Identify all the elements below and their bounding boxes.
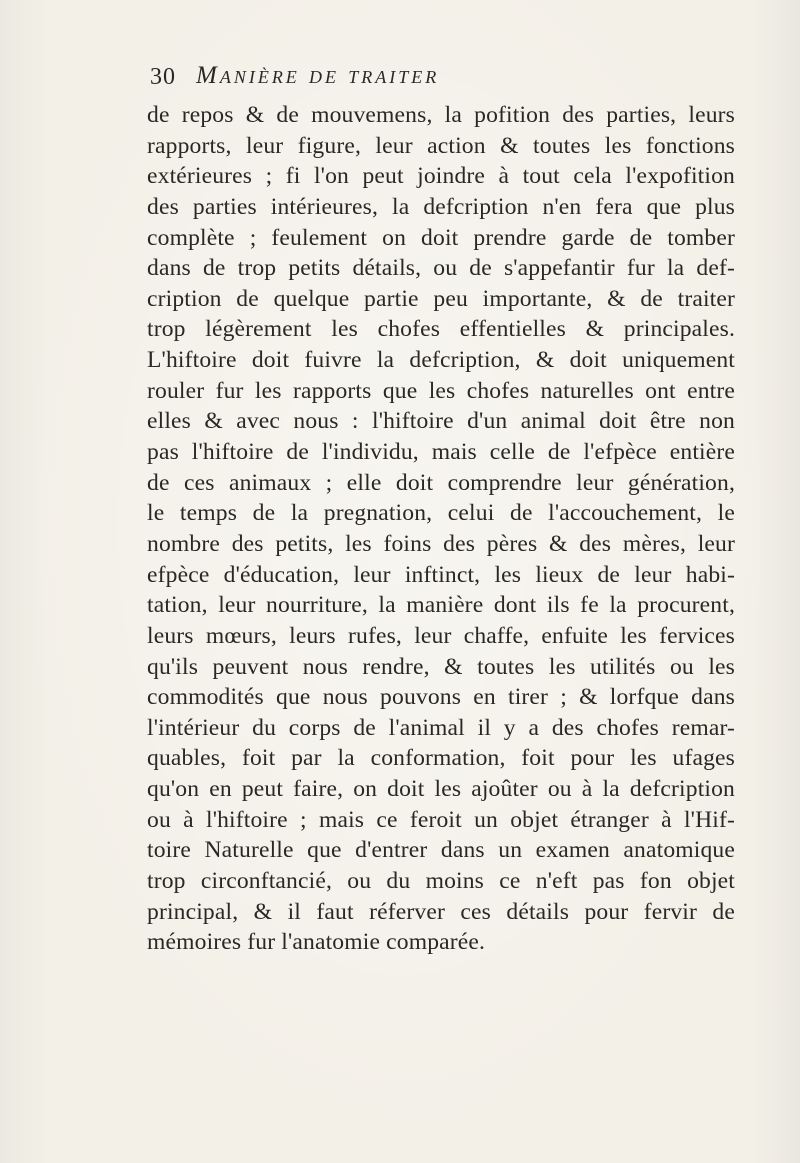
text-line: efpèce d'éducation, leur inftinct, les lieux de leur habi-: [147, 561, 735, 588]
text-line: trop légèrement les chofes effentielles & principales.: [147, 316, 735, 343]
text-line: elles & avec nous : l'hiftoire d'un animal doit être non: [147, 408, 735, 435]
text-line: ou à l'hiftoire ; mais ce feroit un objet étranger à l'Hif-: [147, 806, 735, 833]
text-line: principal, & il faut réferver ces détails pour fervir de: [147, 898, 735, 925]
text-line: toire Naturelle que d'entrer dans un examen anatomique: [147, 837, 735, 864]
text-line: de repos & de mouvemens, la pofition des parties, leurs: [147, 102, 735, 128]
text-line: pas l'hiftoire de l'individu, mais celle de l'efpèce entière: [147, 439, 735, 466]
text-line: dans de trop petits détails, ou de s'appefantir fur la def-: [147, 255, 735, 282]
running-title: Manière de traiter: [196, 62, 440, 89]
text-line: trop circonftancié, ou du moins ce n'eft pas fon objet: [147, 868, 735, 895]
text-line: extérieures ; fi l'on peut joindre à tout cela l'expofition: [147, 163, 735, 190]
text-line: mémoires fur l'anatomie comparée.: [147, 929, 486, 956]
text-line: qu'on en peut faire, on doit les ajoûter ou à la defcription: [147, 776, 735, 803]
page-header: [150, 62, 630, 96]
text-line: de ces animaux ; elle doit comprendre leur génération,: [147, 469, 735, 496]
text-line: l'intérieur du corps de l'animal il y a des chofes remar-: [147, 714, 735, 741]
text-line: des parties intérieures, la defcription n'en fera que plus: [147, 193, 735, 220]
text-line: rouler fur les rapports que les chofes naturelles ont entre: [147, 377, 735, 404]
body-paragraph: [147, 100, 735, 958]
text-line: complète ; feulement on doit prendre garde de tomber: [147, 224, 735, 251]
text-line: rapports, leur figure, leur action & toutes les fonctions: [147, 132, 735, 159]
page-number: 30: [150, 64, 176, 90]
text-line: cription de quelque partie peu importante, & de traiter: [147, 285, 735, 312]
text-line: quables, foit par la conformation, foit pour les ufages: [147, 745, 735, 772]
text-line: commodités que nous pouvons en tirer ; & lorfque dans: [147, 684, 735, 711]
text-line: le temps de la pregnation, celui de l'accouchement, le: [147, 500, 735, 527]
text-line: leurs mœurs, leurs rufes, leur chaffe, enfuite les fervices: [147, 622, 735, 649]
text-line: qu'ils peuvent nous rendre, & toutes les utilités ou les: [147, 653, 735, 680]
text-line: nombre des petits, les foins des pères & des mères, leur: [147, 530, 735, 557]
text-line: L'hiftoire doit fuivre la defcription, & doit uniquement: [147, 347, 735, 374]
text-line: tation, leur nourriture, la manière dont ils fe la procurent,: [147, 592, 735, 619]
